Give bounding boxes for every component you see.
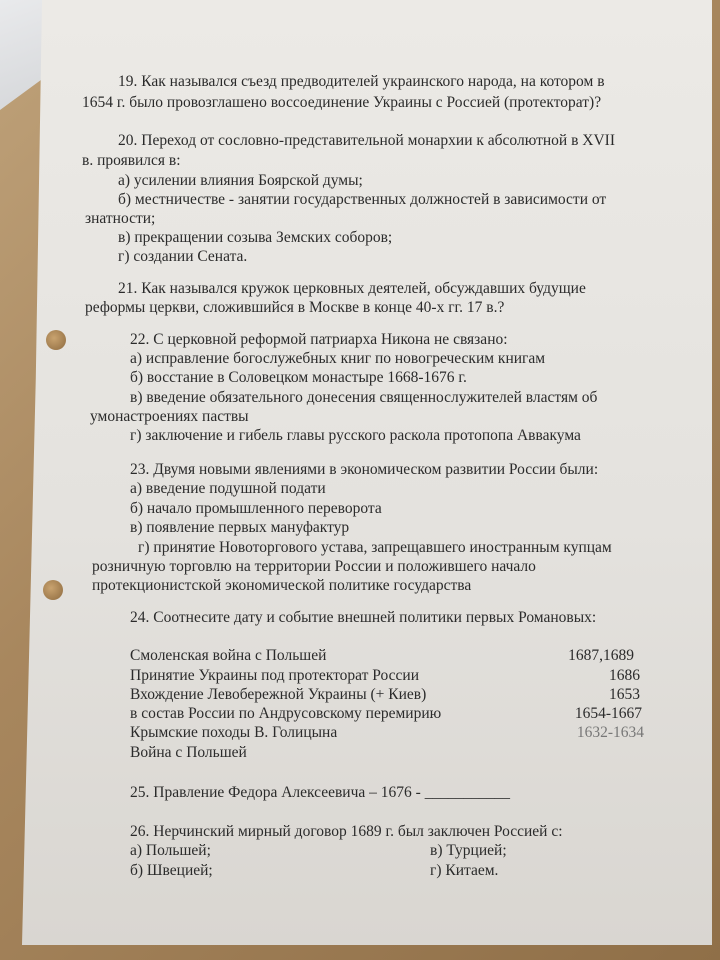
q20-option-b-cont: знатности; bbox=[85, 210, 156, 227]
q22-option-a: а) исправление богослужебных книг по новогреческим книгам bbox=[130, 350, 546, 367]
q24-date: 1654-1667 bbox=[574, 705, 642, 722]
q26-option-d: г) Китаем. bbox=[430, 862, 499, 879]
q22-option-d: г) заключение и гибель главы русского раскола протопопа Аввакума bbox=[130, 427, 581, 444]
q23-line: 23. Двумя новыми явлениями в экономическом развитии России были: bbox=[130, 461, 599, 478]
q24-event: Война с Польшей bbox=[130, 744, 247, 761]
q26-option-a: а) Польшей; bbox=[130, 842, 211, 859]
q26-option-b: б) Швецией; bbox=[130, 862, 213, 879]
q24-date: 1687,1689 bbox=[568, 647, 634, 664]
q21-line: 21. Как назывался кружок церковных деятелей, обсуждавших будущие bbox=[118, 280, 586, 297]
q24-event: Смоленская война с Польшей bbox=[130, 647, 327, 664]
q20-line: в. проявился в: bbox=[82, 152, 181, 169]
q24-event: Принятие Украины под протекторат России bbox=[130, 667, 419, 684]
q22-option-c-cont: умонастроениях паствы bbox=[90, 408, 249, 425]
q24-event: Вхождение Левобережной Украины (+ Киев) bbox=[130, 686, 427, 703]
q23-option-d: г) принятие Новоторгового устава, запрещавшего иностранным купцам bbox=[138, 539, 612, 556]
q22-option-b: б) восстание в Соловецком монастыре 1668-1676 г. bbox=[130, 369, 467, 386]
q26-option-c: в) Турцией; bbox=[430, 842, 507, 859]
q23-option-b: б) начало промышленного переворота bbox=[130, 500, 382, 517]
q24-date: 1653 bbox=[609, 686, 640, 703]
q20-option-a: а) усилении влияния Боярской думы; bbox=[118, 172, 363, 189]
q19-line: 1654 г. было провозглашено воссоединение Украины с Россией (протекторат)? bbox=[82, 94, 602, 111]
q19-line: 19. Как назывался съезд предводителей украинского народа, на котором в bbox=[118, 73, 605, 90]
q24-event: в состав России по Андрусовскому перемирию bbox=[130, 705, 442, 722]
q23-option-c: в) появление первых мануфактур bbox=[130, 519, 350, 536]
q21-line: реформы церкви, сложившийся в Москве в конце 40-х гг. 17 в.? bbox=[85, 299, 505, 316]
q24-date: 1632-1634 bbox=[576, 724, 644, 741]
q23-option-d-cont: протекционистской экономической политике государства bbox=[92, 577, 472, 594]
q23-option-d-cont: розничную торговлю на территории России и положившего начало bbox=[92, 558, 536, 575]
q24-title: 24. Соотнесите дату и событие внешней политики первых Романовых: bbox=[130, 609, 597, 626]
q24-event: Крымские походы В. Голицына bbox=[130, 724, 338, 741]
q22-line: 22. С церковной реформой патриарха Никона не связано: bbox=[130, 331, 508, 348]
q20-line: 20. Переход от сословно-представительной монархии к абсолютной в XVII bbox=[118, 132, 615, 149]
q20-option-d: г) создании Сената. bbox=[118, 248, 248, 265]
q22-option-c: в) введение обязательного донесения священнослужителей властям об bbox=[130, 389, 598, 406]
q20-option-c: в) прекращении созыва Земских соборов; bbox=[118, 229, 393, 246]
q20-option-b: б) местничестве - занятии государственных должностей в зависимости от bbox=[118, 191, 607, 208]
q24-date: 1686 bbox=[609, 667, 640, 684]
q25-line: 25. Правление Федора Алексеевича – 1676 - ___________ bbox=[130, 784, 510, 801]
q23-option-a: а) введение подушной подати bbox=[130, 480, 326, 497]
q26-title: 26. Нерчинский мирный договор 1689 г. был заключен Россией с: bbox=[130, 823, 563, 840]
